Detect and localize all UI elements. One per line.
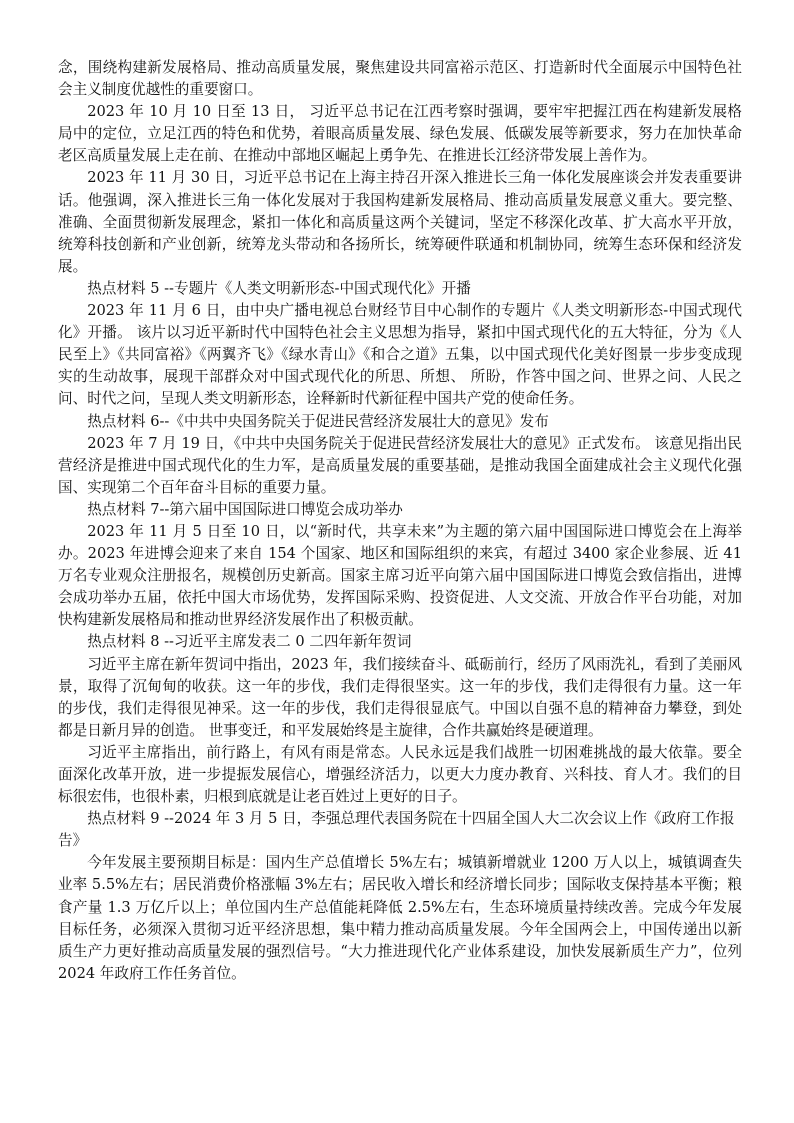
heading-hot-material-6: 热点材料 6--《中共中央国务院关于促进民营经济发展壮大的意见》发布	[87, 412, 549, 430]
heading-hot-material-5: 热点材料 5 --专题片《人类文明新形态-中国式现代化》开播	[87, 279, 471, 297]
paragraph-import-expo: 2023 年 11 月 5 日至 10 日，以“新时代，共享未来”为主题的第六届中国国际进口博览会在上海举办。2023 年进博会迎来了来自 154 个国家、地区和国际组织的来宾，有超过 3400 家企业参展、近 41 万名专业观众注册报名，规模创历史新高。国家主席习近平向第六届中国国际进口博览会致信指出，进博会成功举办五届，依托中国大市场优势，发挥国际采购、投资促进、人文交流、开放合作平台功能，对加快构建新发展格局和推动世界经济发展作出了积极贡献。	[58, 522, 742, 629]
heading-hot-material-9: 热点材料 9 --2024 年 3 月 5 日，李强总理代表国务院在十四届全国人大二次会议上作《政府工作报告》	[58, 810, 735, 850]
paragraph-jiangxi-inspection: 2023 年 10 月 10 日至 13 日， 习近平总书记在江西考察时强调，要牢牢把握江西在构建新发展格局中的定位，立足江西的特色和优势，着眼高质量发展、绿色发展、低碳发展等新要求，努力在加快革命老区高质量发展上走在前、在推动中部地区崛起上勇争先、在推进长江经济带发展上善作为。	[58, 103, 742, 165]
paragraph-government-work-report: 今年发展主要预期目标是：国内生产总值增长 5%左右；城镇新增就业 1200 万人以上，城镇调查失业率 5.5%左右；居民消费价格涨幅 3%左右；居民收入增长和经济增长同步；国际收支保持基本平衡；粮食产量 1.3 万亿斤以上；单位国内生产总值能耗降低 2.5%左右，生态环境质量持续改善。完成今年发展目标任务，必须深入贯彻习近平经济思想，集中精力推动高质量发展。今年全国两会上，中国传递出以新质生产力更好推动高质量发展的强烈信号。“大力推进现代化产业体系建设，加快发展新质生产力”，位列 2024 年政府工作任务首位。	[58, 854, 742, 982]
paragraph-yangtze-delta-meeting: 2023 年 11 月 30 日，习近平总书记在上海主持召开深入推进长三角一体化发展座谈会并发表重要讲话。他强调，深入推进长三角一体化发展对于我国构建新发展格局、推动高质量发展意义重大。要完整、准确、全面贯彻新发展理念，紧扣一体化和高质量这两个关键词，坚定不移深化改革、扩大高水平开放，统筹科技创新和产业创新，统筹龙头带动和各扬所长，统筹硬件联通和机制协同，统筹生态环保和经济发展。	[58, 169, 742, 275]
heading-hot-material-7: 热点材料 7--第六届中国国际进口博览会成功举办	[87, 500, 403, 518]
paragraph-intro-continued: 念，围绕构建新发展格局、推动高质量发展，聚焦建设共同富裕示范区、打造新时代全面展示中国特色社会主义制度优越性的重要窗口。	[58, 59, 742, 99]
document-page	[58, 57, 742, 985]
heading-hot-material-8: 热点材料 8 --习近平主席发表二 0 二四年新年贺词	[87, 633, 412, 651]
paragraph-new-year-address-2: 习近平主席指出，前行路上，有风有雨是常态。人民永远是我们战胜一切困难挑战的最大依靠。要全面深化改革开放，进一步提振发展信心，增强经济活力，以更大力度办教育、兴科技、育人才。我们的目标很宏伟，也很朴素，归根到底就是让老百姓过上更好的日子。	[58, 743, 742, 806]
paragraph-private-economy: 2023 年 7 月 19 日，《中共中央国务院关于促进民营经济发展壮大的意见》正式发布。 该意见指出民营经济是推进中国式现代化的生力军，是高质量发展的重要基础，是推动我国全面建成社会主义现代化强国、实现第二个百年奋斗目标的重要力量。	[58, 434, 742, 496]
paragraph-documentary: 2023 年 11 月 6 日，由中央广播电视总台财经节目中心制作的专题片《人类文明新形态-中国式现代化》开播。 该片以习近平新时代中国特色社会主义思想为指导，紧扣中国式现代化的五大特征，分为《人民至上》《共同富裕》《两翼齐飞》《绿水青山》《和合之道》五集，以中国式现代化美好图景一步步变成现实的生动故事，展现干部群众对中国式现代化的所思、所想、 所盼，作答中国之问、世界之问、人民之问、时代之问，呈现人类文明新形态，诠释新时代新征程中国共产党的使命任务。	[58, 302, 742, 408]
paragraph-new-year-address-1: 习近平主席在新年贺词中指出，2023 年，我们接续奋斗、砥砺前行，经历了风雨洗礼，看到了美丽风景，取得了沉甸甸的收获。这一年的步伐，我们走得很坚实。这一年的步伐，我们走得很有力量。这一年的步伐，我们走得很见神采。这一年的步伐，我们走得很显底气。中国以自强不息的精神奋力攀登，到处都是日新月异的创造。 世事变迁，和平发展始终是主旋律，合作共赢始终是硬道理。	[58, 655, 742, 739]
